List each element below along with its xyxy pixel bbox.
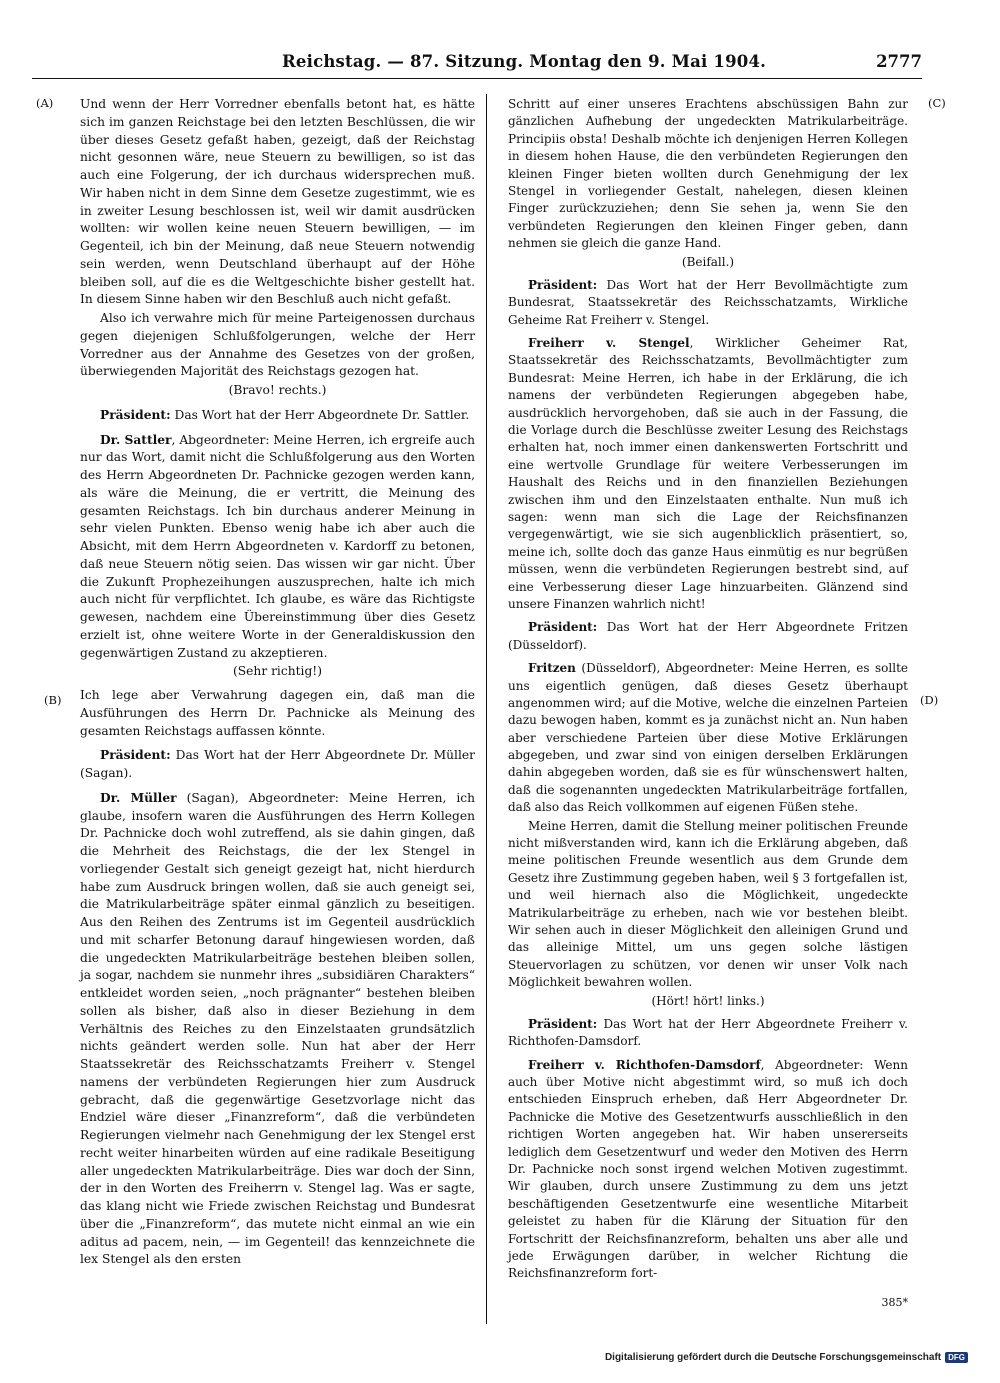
margin-mark-b: (B) — [44, 693, 62, 707]
interjection: (Hört! hört! links.) — [651, 993, 765, 1008]
page-title: Reichstag. — 87. Sitzung. Montag den 9. Mai 1904. — [282, 52, 767, 71]
president-line: Präsident: Das Wort hat der Herr Abgeordnete Fritzen (Düsseldorf). — [508, 620, 908, 652]
speaker-name: Dr. Sattler — [100, 431, 172, 447]
paragraph: Also ich verwahre mich für meine Parteigenossen durchaus gegen diejenigen Schlußfolgerungen, welche der Herr Vorredner aus der Annahme des Gesetzes von der großen, überwiegenden Majorität des Reichstags gezogen hat. — [80, 311, 475, 379]
paragraph: Und wenn der Herr Vorredner ebenfalls betont hat, es hätte sich im ganzen Reichstage bei den letzten Beschlüssen, die wir über dieses Gesetz gefaßt haben, gezeigt, daß der Reichstag nicht gesonnen wäre, neue Steuern zu bewilligen, so ist das auch eine Folgerung, der ich durchaus widersprechen muß. Wir haben nicht in dem Sinne dem Gesetze zugestimmt, wie es in zweiter Lesung beschlossen ist, weil wir damit ausdrücken wollten: wir wollen keine neuen Steuern bewilligen, — im Gegenteil, ich bin der Meinung, daß neue Steuern notwendig sein werden, wenn Deutschland überhaupt auf der Höhe bleiben soll, auf die es die Weltgeschichte bisher gestellt hat. In diesem Sinne haben wir den Beschluß auch nicht gefaßt. — [80, 97, 475, 307]
speaker-name: Präsident: — [100, 747, 171, 763]
margin-mark-a: (A) — [36, 96, 54, 110]
paragraph: Ich lege aber Verwahrung dagegen ein, daß man die Ausführungen des Herrn Dr. Pachnicke als Meinung des gesamten Reichstags auffassen könnte. — [80, 688, 475, 738]
speech-paragraph: Freiherr v. Stengel, Wirklicher Geheimer Rat, Staatssekretär des Reichsschatzamts, Bevollmächtigter zum Bundesrat: Meine Herren, ich habe in der Erklärung, die ich namens der verbündeten Regierungen abgegeben habe, ausdrücklich hervorgehoben, daß sie auch in der Fassung, die die Vorlage durch die Beschlüsse zweiter Lesung des Reichstags erhalten hat, noch immer einen dankenswerten Fortschritt und eine wertvolle Grundlage für weitere Verbesserungen im Haushalt des Reichs und in den finanziellen Beziehungen zwischen ihm und den Einzelstaaten enthalte. Nun muß ich sagen: wenn man sich die Lage der Reichsfinanzen vergegenwärtigt, wie sie sich augenblicklich präsentiert, so, meine ich, sollte doch das ganze Haus einmütig es nur begrüßen müssen, wenn die verbündeten Regierungen bestrebt sind, auf eine Verbesserung dieser Lage hinzuarbeiten. Glänzend sind unsere Finanzen wahrlich nicht! — [508, 336, 908, 611]
speaker-name: Freiherr v. Stengel — [528, 336, 690, 351]
speech-paragraph: Fritzen (Düsseldorf), Abgeordneter: Meine Herren, es sollte uns eigentlich genügen, daß dieses Gesetz überhaupt angenommen wird; auf die Motive, welche die einzelnen Parteien dazu bewogen haben, kommt es ja zunächst nicht an. Nun haben aber verschiedene Parteien über diese Motive Erklärungen abgegeben, und zwar sind von einigen derselben Erklärungen dahin abgegeben worden, daß sie es für wünschenswert halten, daß die sogenannten ungedeckten Matrikularbeiträge fortfallen, daß also das Reich vollkommen auf eigenen Füßen stehe. — [508, 661, 908, 815]
speaker-name: Präsident: — [528, 1016, 598, 1031]
president-line: Präsident: Das Wort hat der Herr Bevollmächtigte zum Bundesrat, Staatssekretär des Reichsschatzamts, Wirkliche Geheime Rat Freiherr v. Stengel. — [508, 277, 908, 327]
president-line: Präsident: Das Wort hat der Herr Abgeordnete Freiherr v. Richthofen-Damsdorf. — [508, 1016, 908, 1049]
speaker-name: Präsident: — [528, 620, 598, 635]
interjection: (Bravo! rechts.) — [228, 383, 327, 397]
page-number: 2777 — [876, 52, 922, 71]
interjection: (Beifall.) — [681, 254, 735, 269]
left-column — [80, 96, 475, 1270]
page-header — [32, 48, 922, 79]
column-divider — [486, 94, 487, 1324]
speech-paragraph: Freiherr v. Richthofen-Damsdorf, Abgeordneter: Wenn auch über Motive nicht abgestimmt wird, so muß ich doch entschieden Einspruch erheben, daß Herr Abgeordneter Dr. Pachnicke die Motive des Gesetzentwurfs ausschließlich in den richtigen Worten angegeben hat. Wir haben unsererseits lediglich dem Gesetzentwurf und weder den Motiven des Herrn Dr. Pachnicke noch sonst irgend welchen Motiven zugestimmt. Wir glauben, durch unsere Zustimmung zu dem uns jetzt beschäftigenden Gesetzentwurfe eine wesentliche Mitarbeit geleistet zu haben für die Klärung der Situation für den Fortschritt der Reichsfinanzreform, behalten uns aber alle und jede Erwägungen darüber, in welcher Richtung die Reichsfinanzreform fort- — [508, 1057, 908, 1281]
footer-text: Digitalisierung gefördert durch die Deutsche Forschungsgemeinschaft — [604, 1352, 942, 1363]
speech-paragraph: Dr. Müller (Sagan), Abgeordneter: Meine Herren, ich glaube, insofern waren die Ausführungen des Herrn Kollegen Dr. Pachnicke doch wohl zutreffend, als sie dahin gingen, daß die Mehrheit des Reichstags, die der lex Stengel in vorliegender Gestalt sich geneigt gezeigt hat, nicht hierdurch habe zum Ausdruck bringen wollen, daß sie auch geneigt sei, die Matrikularbeiträge später einmal gänzlich zu beseitigen. Aus den Reihen des Zentrums ist im Gegenteil ausdrücklich und mit scharfer Betonung darauf hingewiesen worden, daß die ungedeckten Matrikularbeiträge bestehen bleiben sollen, ja sogar, nachdem sie nunmehr ihres „subsidiären Charakters“ entkleidet worden seien, „noch prägnanter“ bestehen bleiben sollen als bisher, daß also in dieser Beziehung in dem Verhältnis des Reiches zu den Einzelstaaten grundsätzlich nichts geändert werden solle. Nun hat aber der Herr Staatssekretär des Reichsschatzamts Freiherr v. Stengel namens der verbündeten Regierungen hier zum Ausdruck gebracht, daß die gegenwärtige Gesetzvorlage nicht das Endziel wäre dieser „Finanzreform“, daß die verbündeten Regierungen vielmehr nach Genehmigung der lex Stengel erst recht weiter hinarbeiten würden auf eine radikale Beseitigung aller ungedeckten Matrikularbeiträge. Dies war doch der Sinn, der in den Worten des Freiherrn v. Stengel lag. Was er sagte, das klang nicht wie Friede zwischen Reichstag und Bundesrat über die „Finanzreform“, das mutete nicht einmal an wie ein aditus ad pacem, nein, — im Gegenteil! das kennzeichnete die lex Stengel als den ersten — [80, 789, 475, 1267]
right-column — [508, 96, 908, 1284]
speaker-name: Präsident: — [100, 406, 171, 422]
paragraph: Meine Herren, damit die Stellung meiner politischen Freunde nicht mißverstanden wird, kann ich die Erklärung abgeben, daß meine politischen Freunde wesentlich aus dem Grunde dem Gesetz ihre Zustimmung gegeben haben, weil § 3 fortgefallen ist, und weil hiernach also die Möglichkeit, ungedeckte Matrikularbeiträge zu erheben, nach wie vor bestehen bleibt. Wir sehen auch in dieser Möglichkeit den alleinigen Grund und das alleinige Mittel, um uns gegen solche lästigen Steuervorlagen zu schützen, vor denen wir unser Volk nach Möglichkeit bewahren wollen. — [508, 818, 908, 990]
president-line: Präsident: Das Wort hat der Herr Abgeordnete Dr. Sattler. — [100, 406, 470, 422]
margin-mark-c: (C) — [928, 96, 946, 110]
president-line: Präsident: Das Wort hat der Herr Abgeordnete Dr. Müller (Sagan). — [80, 747, 475, 780]
speaker-name: Präsident: — [528, 277, 598, 292]
speaker-name: Freiherr v. Richthofen-Damsdorf — [528, 1057, 761, 1072]
margin-mark-d: (D) — [920, 693, 939, 707]
interjection: (Sehr richtig!) — [233, 664, 322, 679]
speech-paragraph: Dr. Sattler, Abgeordneter: Meine Herren, ich ergreife auch nur das Wort, damit nicht die Schlußfolgerung aus den Worten des Herrn Abgeordneten Dr. Pachnicke gezogen werden kann, als wäre die Meinung, die er vertritt, die Meinung des gesamten Reichstags. Ich bin durchaus anderer Meinung in sehr vielen Punkten. Ebenso wenig habe ich aber auch die Absicht, mit dem Herrn Abgeordneten v. Kardorff zu betonen, daß neue Steuern nötig seien. Das wissen wir gar nicht. Über die Zukunft Prophezeihungen auszusprechen, halte ich mich auch nicht für verpflichtet. Ich glaube, es wäre das Richtigste gewesen, nachdem eine Übereinstimmung über dies Gesetz erzielt ist, ohne weitere Worte in der Generaldiskussion den gegenwärtigen Zustand zu akzeptieren. — [80, 431, 475, 660]
speaker-name: Fritzen — [528, 661, 576, 676]
speaker-name: Dr. Müller — [100, 789, 177, 805]
signature-mark: 385* — [881, 1296, 908, 1309]
paragraph: Schritt auf einer unseres Erachtens abschüssigen Bahn zur gänzlichen Aufhebung der ungedeckten Matrikularbeiträge. Principiis obsta! Deshalb möchte ich denjenigen Herren Kollegen in diesem hohen Hause, die den verbündeten Regierungen den kleinen Finger bieten wollten durch Genehmigung der lex Stengel in vorliegender Gestalt, nahelegen, diesen kleinen Finger zurückzuziehen; denn Sie sehen ja, wenn Sie den verbündeten Regierungen den kleinen Finger geben, dann nehmen sie gleich die ganze Hand. — [508, 97, 908, 251]
dfg-logo-icon: DFG — [945, 1352, 968, 1363]
footer — [605, 1352, 968, 1363]
